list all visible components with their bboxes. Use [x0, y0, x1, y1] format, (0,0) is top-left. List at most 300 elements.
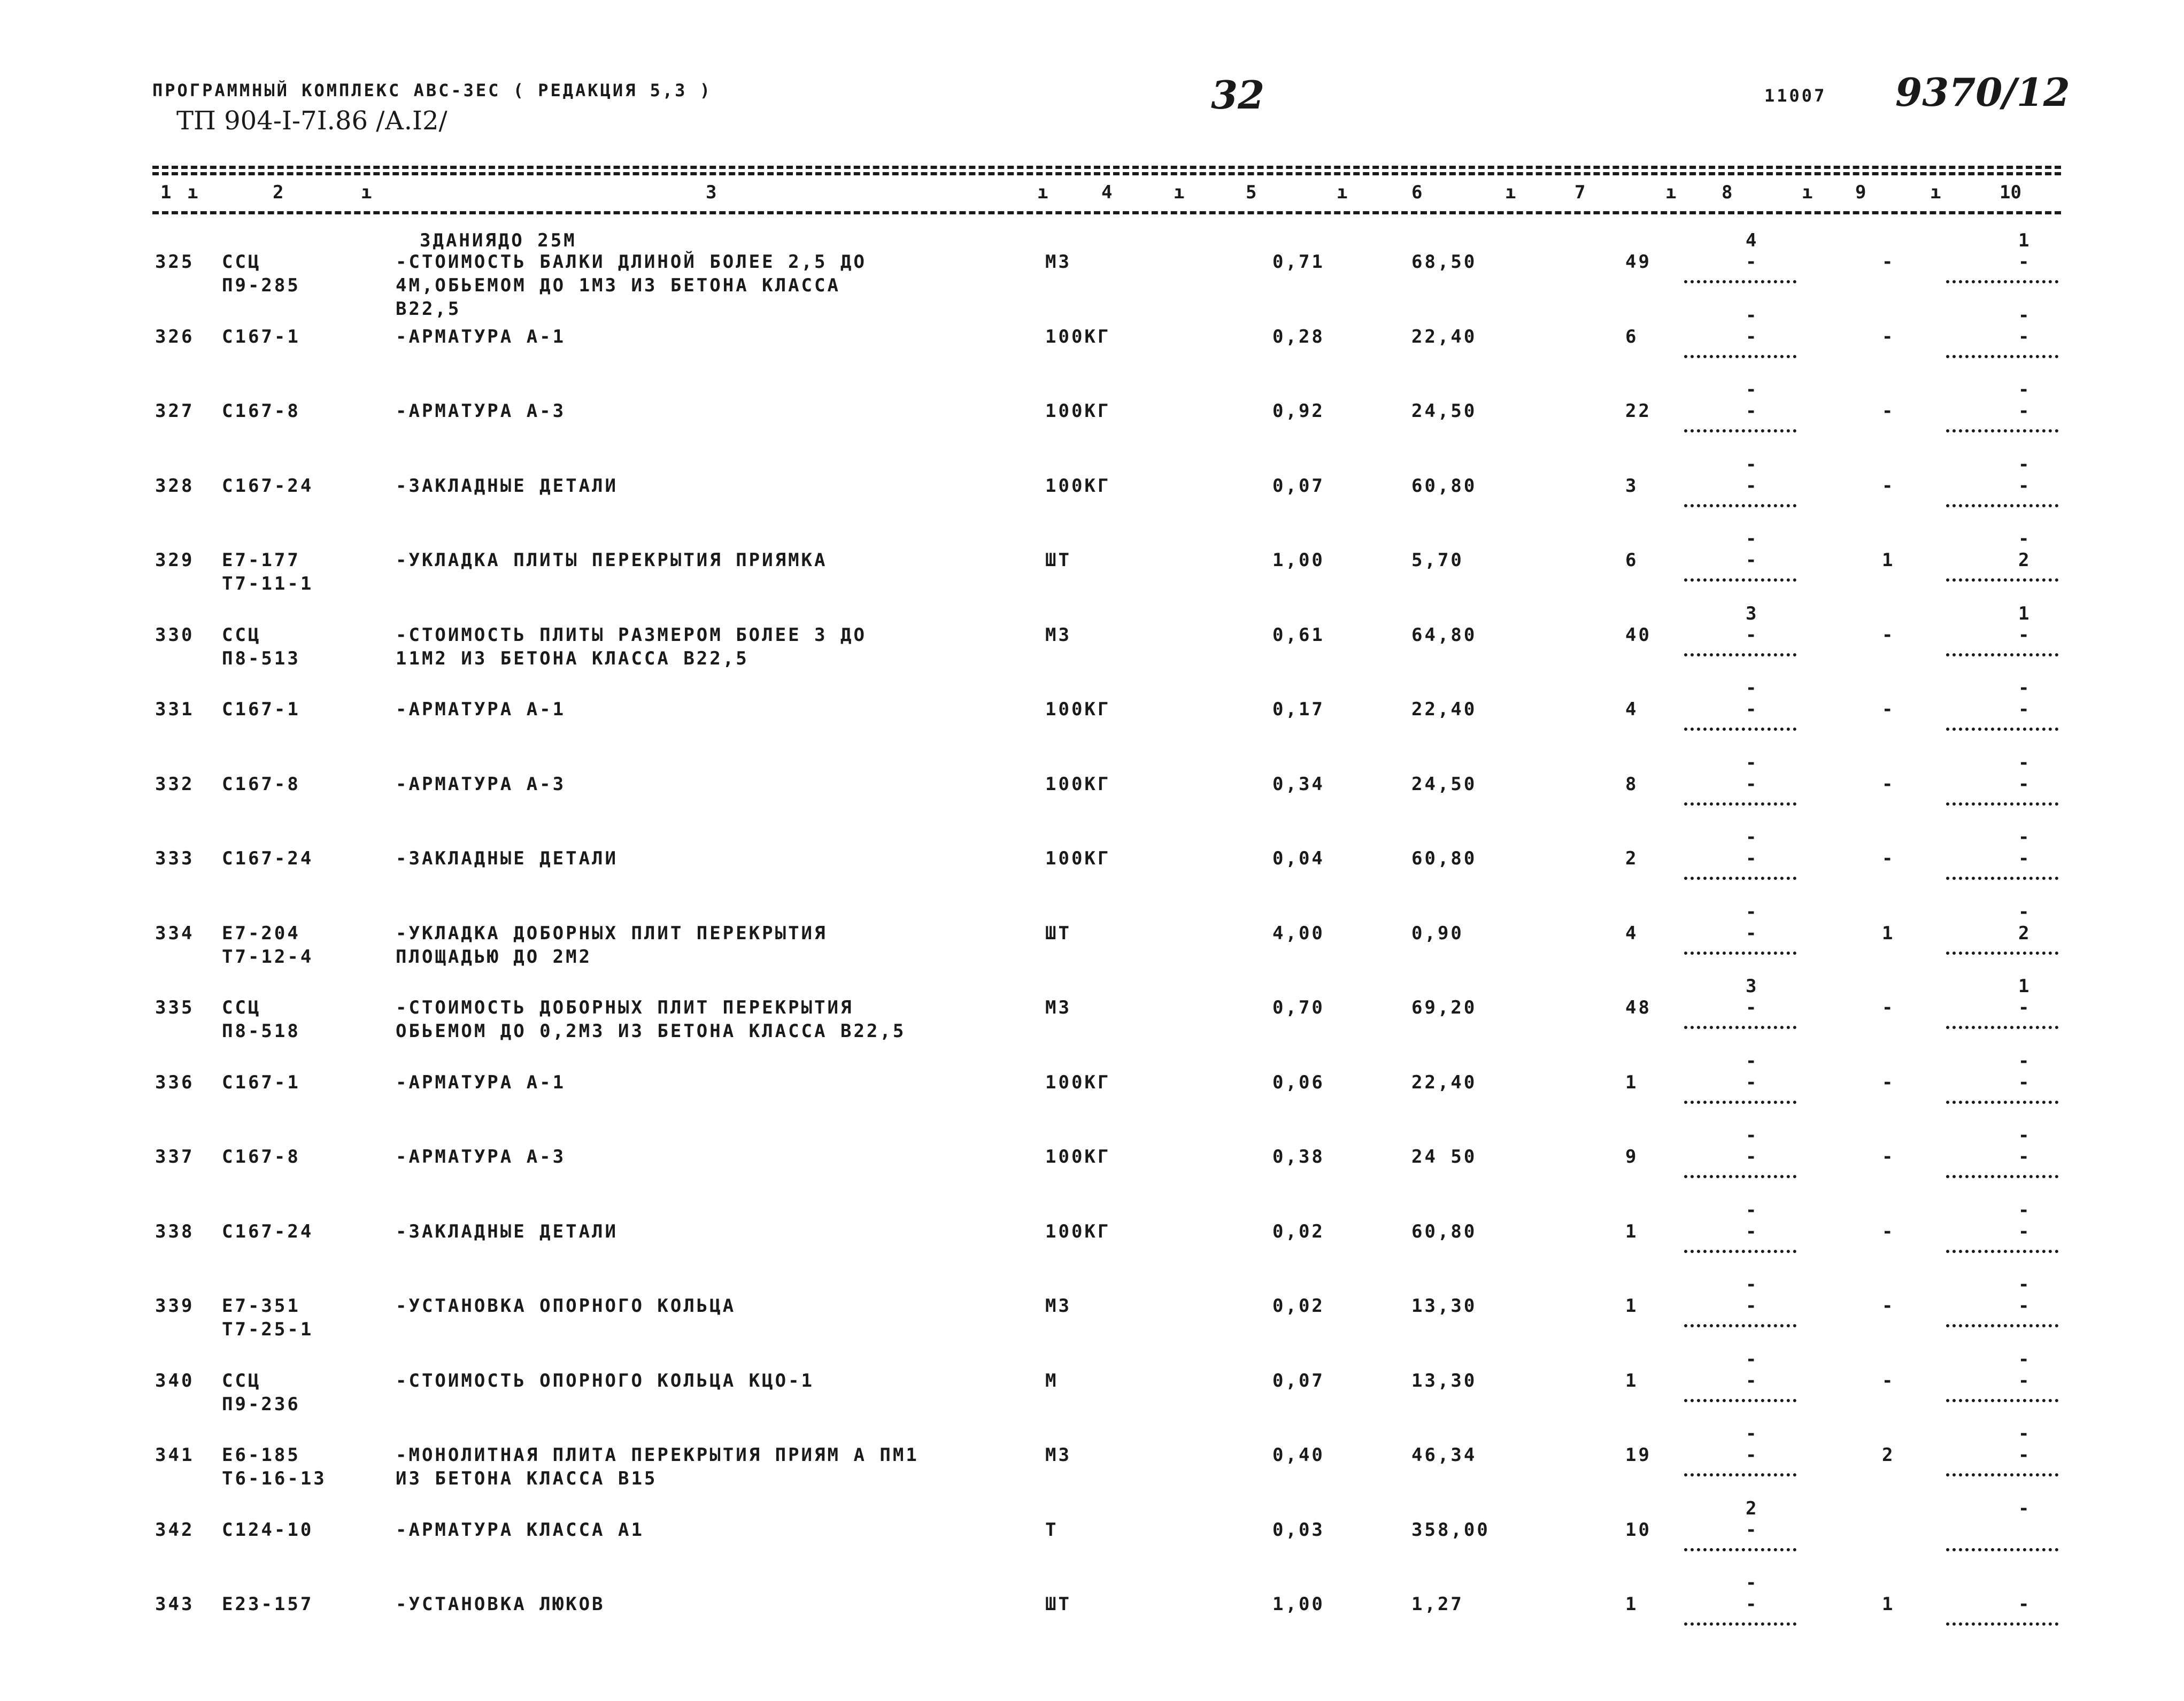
col8-top: - — [1746, 1274, 1759, 1295]
total-cost: 1 — [1625, 1370, 1639, 1391]
col10-value: - — [2018, 1146, 2032, 1167]
col8-fraction-line — [1684, 355, 1796, 358]
unit: М3 — [1045, 997, 1071, 1018]
row-number: 330 — [155, 624, 195, 646]
col10-fraction-line — [1946, 1026, 2058, 1029]
table-row — [0, 1125, 2184, 1220]
col10-fraction-line — [1946, 355, 2058, 358]
col9-value: 1 — [1882, 1594, 1895, 1615]
rate-code: С167-24 — [222, 1221, 314, 1242]
quantity: 0,71 — [1272, 251, 1325, 273]
unit-price: 24,50 — [1411, 400, 1477, 422]
rate-code: С124-10 — [222, 1519, 314, 1541]
col8-value: - — [1746, 1295, 1759, 1317]
row-number: 335 — [155, 997, 195, 1018]
col10-value: 2 — [2018, 923, 2032, 944]
column-header-9: 9 — [1855, 182, 1866, 203]
col10-fraction-line — [1946, 1473, 2058, 1476]
col9-value: - — [1882, 1370, 1895, 1391]
unit-price: 46,34 — [1411, 1444, 1477, 1466]
total-cost: 22 — [1625, 400, 1651, 422]
col8-top: - — [1746, 1050, 1759, 1072]
col10-top: - — [2018, 1050, 2032, 1072]
col8-value: - — [1746, 1444, 1759, 1466]
col10-fraction-line — [1946, 877, 2058, 880]
col8-fraction-line — [1684, 653, 1796, 656]
total-cost: 1 — [1625, 1594, 1639, 1615]
column-header-3: 3 — [706, 182, 717, 203]
work-description: -УКЛАДКА ДОБОРНЫХ ПЛИТ ПЕРЕКРЫТИЯ ПЛОЩАДЬЮ ДО 2М2 — [396, 923, 828, 968]
table-row — [0, 752, 2184, 847]
row-number: 342 — [155, 1519, 195, 1541]
rate-code: Е7-204 Т7-12-4 — [222, 923, 314, 968]
unit-price: 22,40 — [1411, 699, 1477, 720]
col10-top: - — [2018, 379, 2032, 400]
row-number: 339 — [155, 1295, 195, 1317]
table-row — [0, 1349, 2184, 1444]
col10-fraction-line — [1946, 728, 2058, 731]
col9-value: - — [1882, 848, 1895, 869]
total-cost: 2 — [1625, 848, 1639, 869]
col9-value: - — [1882, 1146, 1895, 1167]
work-description: -ЗАКЛАДНЫЕ ДЕТАЛИ — [396, 1221, 618, 1242]
col10-fraction-line — [1946, 1101, 2058, 1104]
unit-price: 68,50 — [1411, 251, 1477, 273]
unit-price: 60,80 — [1411, 475, 1477, 497]
total-cost: 8 — [1625, 774, 1639, 795]
col8-value: - — [1746, 550, 1759, 571]
col8-top: - — [1746, 379, 1759, 400]
rate-code: С167-8 — [222, 774, 300, 795]
col8-top: - — [1746, 901, 1759, 923]
unit: М3 — [1045, 624, 1071, 646]
table-row — [0, 1572, 2184, 1667]
column-header-10: 10 — [2000, 182, 2021, 203]
quantity: 0,61 — [1272, 624, 1325, 646]
unit: М3 — [1045, 1295, 1071, 1317]
total-cost: 4 — [1625, 923, 1639, 944]
column-separator: ı — [1505, 182, 1516, 203]
row-number: 328 — [155, 475, 195, 497]
col8-top: - — [1746, 752, 1759, 774]
col10-value: - — [2018, 251, 2032, 273]
col9-value: 1 — [1882, 923, 1895, 944]
col9-value: - — [1882, 400, 1895, 422]
unit: 100КГ — [1045, 326, 1111, 347]
col10-top: - — [2018, 528, 2032, 550]
unit: 100КГ — [1045, 1072, 1111, 1093]
quantity: 1,00 — [1272, 1594, 1325, 1615]
row-number: 327 — [155, 400, 195, 422]
col10-fraction-line — [1946, 653, 2058, 656]
row-number: 341 — [155, 1444, 195, 1466]
table-top-rule — [152, 166, 2061, 169]
rate-code: С167-24 — [222, 475, 314, 497]
table-row — [0, 901, 2184, 996]
total-cost: 10 — [1625, 1519, 1651, 1541]
col10-value: - — [2018, 1221, 2032, 1242]
column-separator: ı — [1665, 182, 1677, 203]
row-number: 331 — [155, 699, 195, 720]
program-title: ПРОГРАММНЫЙ КОМПЛЕКС АВС-3ЕС ( РЕДАКЦИЯ 5,3 ) — [152, 80, 712, 100]
work-description: -АРМАТУРА А-1 — [396, 1072, 566, 1093]
col8-value: - — [1746, 251, 1759, 273]
row-number: 329 — [155, 550, 195, 571]
total-cost: 1 — [1625, 1295, 1639, 1317]
col8-fraction-line — [1684, 1324, 1796, 1327]
col8-value: - — [1746, 1146, 1759, 1167]
rate-code: С167-8 — [222, 1146, 300, 1167]
row-number: 337 — [155, 1146, 195, 1167]
row-number: 334 — [155, 923, 195, 944]
rate-code: С167-24 — [222, 848, 314, 869]
col9-value: - — [1882, 1295, 1895, 1317]
carry-over-line: ЗДАНИЯДО 25М — [420, 230, 577, 251]
col10-fraction-line — [1946, 952, 2058, 955]
unit: М3 — [1045, 251, 1071, 273]
unit: 100КГ — [1045, 400, 1111, 422]
total-cost: 6 — [1625, 550, 1639, 571]
col8-fraction-line — [1684, 578, 1796, 582]
quantity: 0,07 — [1272, 1370, 1325, 1391]
col8-top: - — [1746, 1423, 1759, 1444]
col10-top: - — [2018, 1200, 2032, 1221]
col8-top: - — [1746, 826, 1759, 848]
col10-value: - — [2018, 1594, 2032, 1615]
total-cost: 9 — [1625, 1146, 1639, 1167]
col8-fraction-line — [1684, 877, 1796, 880]
col9-value: - — [1882, 774, 1895, 795]
table-row — [0, 1274, 2184, 1369]
col8-value: - — [1746, 848, 1759, 869]
table-row — [0, 677, 2184, 772]
col8-fraction-line — [1684, 1026, 1796, 1029]
rate-code: Е7-351 Т7-25-1 — [222, 1295, 314, 1340]
col9-value: - — [1882, 1221, 1895, 1242]
col10-fraction-line — [1946, 578, 2058, 582]
col8-value: - — [1746, 400, 1759, 422]
work-description: -СТОИМОСТЬ БАЛКИ ДЛИНОЙ БОЛЕЕ 2,5 ДО 4М,ОБЬЕМОМ ДО 1М3 ИЗ БЕТОНА КЛАССА В22,5 — [396, 251, 867, 320]
rate-code: С167-1 — [222, 326, 300, 347]
col8-fraction-line — [1684, 1473, 1796, 1476]
col10-fraction-line — [1946, 1622, 2058, 1626]
table-row — [0, 1050, 2184, 1146]
col8-fraction-line — [1684, 429, 1796, 432]
unit: 100КГ — [1045, 774, 1111, 795]
total-cost: 49 — [1625, 251, 1651, 273]
unit: М — [1045, 1370, 1059, 1391]
unit-price: 64,80 — [1411, 624, 1477, 646]
col10-fraction-line — [1946, 1548, 2058, 1551]
rate-code: Е23-157 — [222, 1594, 314, 1615]
rate-code: ССЦ П9-236 — [222, 1370, 300, 1415]
col10-top: - — [2018, 901, 2032, 923]
col9-value: - — [1882, 251, 1895, 273]
col9-value: - — [1882, 699, 1895, 720]
work-description: -АРМАТУРА А-1 — [396, 326, 566, 347]
column-separator: ı — [1037, 182, 1048, 203]
col10-top: - — [2018, 752, 2032, 774]
unit-price: 24,50 — [1411, 774, 1477, 795]
col10-fraction-line — [1946, 1250, 2058, 1253]
col10-value: - — [2018, 774, 2032, 795]
table-row — [0, 1200, 2184, 1295]
unit: ШТ — [1045, 1594, 1071, 1615]
unit-price: 60,80 — [1411, 848, 1477, 869]
table-row — [0, 1423, 2184, 1518]
table-row — [0, 603, 2184, 698]
col10-top: - — [2018, 1274, 2032, 1295]
col10-value: - — [2018, 1444, 2032, 1466]
col9-value: 1 — [1882, 550, 1895, 571]
rate-code: ССЦ П9-285 — [222, 251, 300, 296]
work-description: -МОНОЛИТНАЯ ПЛИТА ПЕРЕКРЫТИЯ ПРИЯМ А ПМ1 ИЗ БЕТОНА КЛАССА В15 — [396, 1444, 919, 1489]
col8-top: - — [1746, 305, 1759, 326]
col8-top: - — [1746, 1200, 1759, 1221]
col10-value: - — [2018, 624, 2032, 646]
col10-fraction-line — [1946, 1324, 2058, 1327]
col10-top: 1 — [2018, 230, 2032, 251]
col8-fraction-line — [1684, 1548, 1796, 1551]
rate-code: С167-1 — [222, 699, 300, 720]
col8-top: - — [1746, 528, 1759, 550]
column-header-8: 8 — [1722, 182, 1733, 203]
col10-top: - — [2018, 677, 2032, 699]
unit-price: 13,30 — [1411, 1370, 1477, 1391]
unit: 100КГ — [1045, 475, 1111, 497]
table-row — [0, 379, 2184, 474]
col10-value: - — [2018, 848, 2032, 869]
col10-fraction-line — [1946, 280, 2058, 283]
col8-fraction-line — [1684, 1175, 1796, 1178]
col9-value: - — [1882, 997, 1895, 1018]
unit: Т — [1045, 1519, 1059, 1541]
col10-value: - — [2018, 997, 2032, 1018]
col9-value: - — [1882, 475, 1895, 497]
table-row — [0, 1498, 2184, 1593]
col8-fraction-line — [1684, 504, 1796, 507]
total-cost: 19 — [1625, 1444, 1651, 1466]
row-number: 325 — [155, 251, 195, 273]
col10-top: - — [2018, 1423, 2032, 1444]
col10-top: - — [2018, 1349, 2032, 1370]
col8-fraction-line — [1684, 952, 1796, 955]
unit-price: 13,30 — [1411, 1295, 1477, 1317]
rate-code: Е6-185 Т6-16-13 — [222, 1444, 327, 1489]
work-description: -АРМАТУРА А-3 — [396, 400, 566, 422]
unit: 100КГ — [1045, 1146, 1111, 1167]
rate-code: Е7-177 Т7-11-1 — [222, 550, 314, 594]
table-row — [0, 826, 2184, 922]
document-code: 11007 — [1764, 86, 1827, 106]
unit-price: 69,20 — [1411, 997, 1477, 1018]
table-top-rule-2 — [152, 172, 2061, 175]
col8-top: - — [1746, 1572, 1759, 1594]
col8-top: 3 — [1746, 603, 1759, 624]
col10-value: - — [2018, 1295, 2032, 1317]
col8-value: - — [1746, 326, 1759, 347]
col8-value: - — [1746, 1072, 1759, 1093]
col10-top: - — [2018, 454, 2032, 475]
total-cost: 6 — [1625, 326, 1639, 347]
col10-top: - — [2018, 305, 2032, 326]
row-number: 332 — [155, 774, 195, 795]
col8-top: - — [1746, 1349, 1759, 1370]
row-number: 333 — [155, 848, 195, 869]
col10-value: - — [2018, 699, 2032, 720]
column-separator: ı — [1337, 182, 1348, 203]
quantity: 0,04 — [1272, 848, 1325, 869]
quantity: 4,00 — [1272, 923, 1325, 944]
column-header-5: 5 — [1246, 182, 1257, 203]
unit-price: 22,40 — [1411, 326, 1477, 347]
column-separator: ı — [187, 182, 198, 203]
col8-value: - — [1746, 923, 1759, 944]
total-cost: 4 — [1625, 699, 1639, 720]
col8-top: - — [1746, 1125, 1759, 1146]
table-row — [0, 305, 2184, 400]
total-cost: 1 — [1625, 1072, 1639, 1093]
unit-price: 24 50 — [1411, 1146, 1477, 1167]
unit-price: 358,00 — [1411, 1519, 1490, 1541]
work-description: -АРМАТУРА А-1 — [396, 699, 566, 720]
col8-value: - — [1746, 997, 1759, 1018]
col8-fraction-line — [1684, 1101, 1796, 1104]
table-row — [0, 528, 2184, 623]
table-row — [0, 454, 2184, 549]
unit: 100КГ — [1045, 1221, 1111, 1242]
col10-fraction-line — [1946, 1399, 2058, 1402]
col10-top: - — [2018, 1498, 2032, 1519]
quantity: 0,28 — [1272, 326, 1325, 347]
column-separator: ı — [1930, 182, 1941, 203]
unit: М3 — [1045, 1444, 1071, 1466]
column-header-4: 4 — [1101, 182, 1113, 203]
col8-top: 3 — [1746, 976, 1759, 997]
col8-value: - — [1746, 1594, 1759, 1615]
col10-fraction-line — [1946, 802, 2058, 806]
quantity: 0,17 — [1272, 699, 1325, 720]
unit: 100КГ — [1045, 848, 1111, 869]
work-description: -СТОИМОСТЬ ДОБОРНЫХ ПЛИТ ПЕРЕКРЫТИЯ ОБЬЕМОМ ДО 0,2М3 ИЗ БЕТОНА КЛАССА В22,5 — [396, 997, 906, 1042]
project-code: ТП 904-I-7I.86 /А.I2/ — [176, 106, 447, 136]
archive-number: 9370/12 — [1895, 69, 2070, 115]
column-separator: ı — [361, 182, 372, 203]
row-number: 340 — [155, 1370, 195, 1391]
quantity: 0,92 — [1272, 400, 1325, 422]
table-row — [0, 976, 2184, 1071]
col10-value: - — [2018, 475, 2032, 497]
quantity: 1,00 — [1272, 550, 1325, 571]
unit-price: 1,27 — [1411, 1594, 1464, 1615]
total-cost: 40 — [1625, 624, 1651, 646]
rate-code: ССЦ П8-513 — [222, 624, 300, 669]
col10-top: - — [2018, 826, 2032, 848]
column-header-1: 1 — [160, 182, 172, 203]
col9-value: - — [1882, 624, 1895, 646]
table-header-rule — [152, 211, 2061, 214]
unit-price: 60,80 — [1411, 1221, 1477, 1242]
col10-value: - — [2018, 400, 2032, 422]
unit: 100КГ — [1045, 699, 1111, 720]
unit-price: 5,70 — [1411, 550, 1464, 571]
unit: ШТ — [1045, 923, 1071, 944]
total-cost: 3 — [1625, 475, 1639, 497]
col9-value: - — [1882, 1072, 1895, 1093]
col10-top: 1 — [2018, 603, 2032, 624]
col8-fraction-line — [1684, 728, 1796, 731]
work-description: -УСТАНОВКА ОПОРНОГО КОЛЬЦА — [396, 1295, 736, 1317]
col10-value: - — [2018, 1072, 2032, 1093]
col10-value: 2 — [2018, 550, 2032, 571]
quantity: 0,02 — [1272, 1295, 1325, 1317]
col8-fraction-line — [1684, 1399, 1796, 1402]
work-description: -ЗАКЛАДНЫЕ ДЕТАЛИ — [396, 475, 618, 497]
column-header-7: 7 — [1575, 182, 1586, 203]
page-number: 32 — [1211, 72, 1265, 118]
work-description: -УСТАНОВКА ЛЮКОВ — [396, 1594, 605, 1615]
col10-fraction-line — [1946, 504, 2058, 507]
row-number: 336 — [155, 1072, 195, 1093]
quantity: 0,40 — [1272, 1444, 1325, 1466]
quantity: 0,07 — [1272, 475, 1325, 497]
col9-value: - — [1882, 326, 1895, 347]
col8-top: - — [1746, 677, 1759, 699]
quantity: 0,02 — [1272, 1221, 1325, 1242]
column-header-6: 6 — [1411, 182, 1423, 203]
row-number: 338 — [155, 1221, 195, 1242]
unit: ШТ — [1045, 550, 1071, 571]
col8-top: - — [1746, 454, 1759, 475]
col10-value: - — [2018, 326, 2032, 347]
col8-fraction-line — [1684, 802, 1796, 806]
column-separator: ı — [1174, 182, 1185, 203]
col8-value: - — [1746, 1221, 1759, 1242]
quantity: 0,03 — [1272, 1519, 1325, 1541]
total-cost: 1 — [1625, 1221, 1639, 1242]
rate-code: С167-1 — [222, 1072, 300, 1093]
col10-top: 1 — [2018, 976, 2032, 997]
column-header-2: 2 — [273, 182, 284, 203]
unit-price: 0,90 — [1411, 923, 1464, 944]
col9-value: 2 — [1882, 1444, 1895, 1466]
col8-value: - — [1746, 475, 1759, 497]
col8-value: - — [1746, 774, 1759, 795]
row-number: 326 — [155, 326, 195, 347]
column-separator: ı — [1802, 182, 1813, 203]
work-description: -УКЛАДКА ПЛИТЫ ПЕРЕКРЫТИЯ ПРИЯМКА — [396, 550, 828, 571]
work-description: -ЗАКЛАДНЫЕ ДЕТАЛИ — [396, 848, 618, 869]
work-description: -АРМАТУРА А-3 — [396, 1146, 566, 1167]
col10-value: - — [2018, 1370, 2032, 1391]
col8-top: 4 — [1746, 230, 1759, 251]
col8-value: - — [1746, 1519, 1759, 1541]
col8-top: 2 — [1746, 1498, 1759, 1519]
unit-price: 22,40 — [1411, 1072, 1477, 1093]
col8-fraction-line — [1684, 1622, 1796, 1626]
quantity: 0,34 — [1272, 774, 1325, 795]
col8-fraction-line — [1684, 1250, 1796, 1253]
row-number: 343 — [155, 1594, 195, 1615]
quantity: 0,38 — [1272, 1146, 1325, 1167]
quantity: 0,70 — [1272, 997, 1325, 1018]
work-description: -СТОИМОСТЬ ПЛИТЫ РАЗМЕРОМ БОЛЕЕ 3 ДО 11М2 ИЗ БЕТОНА КЛАССА В22,5 — [396, 624, 867, 669]
col8-value: - — [1746, 624, 1759, 646]
rate-code: ССЦ П8-518 — [222, 997, 300, 1042]
col8-value: - — [1746, 1370, 1759, 1391]
quantity: 0,06 — [1272, 1072, 1325, 1093]
col10-top: - — [2018, 1125, 2032, 1146]
